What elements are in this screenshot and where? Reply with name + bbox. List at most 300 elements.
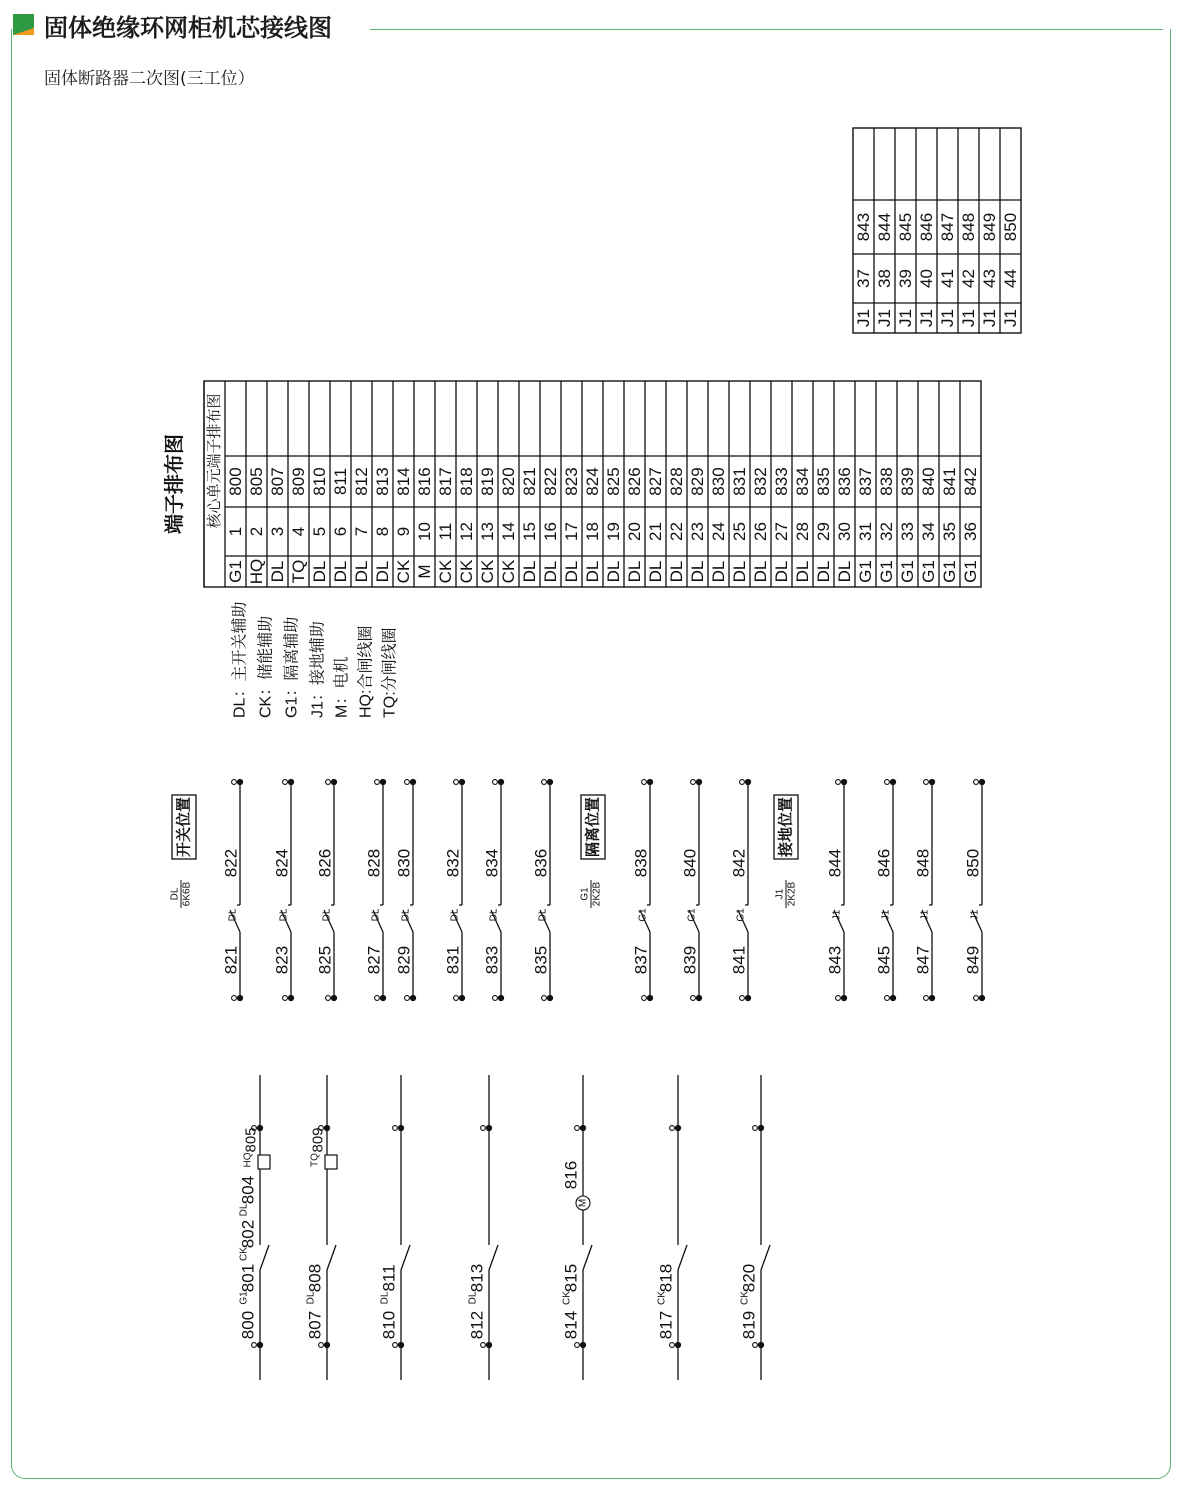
terminal-marker bbox=[575, 1126, 580, 1131]
contact-label-top: 832 bbox=[443, 848, 463, 878]
cell-group: DL bbox=[646, 560, 665, 583]
terminal-marker bbox=[405, 780, 410, 785]
control-circuit bbox=[239, 1075, 271, 1380]
contact-label-top: 848 bbox=[913, 848, 933, 878]
cell-index: 14 bbox=[499, 522, 518, 541]
terminal-point bbox=[885, 779, 896, 784]
cell-number: 846 bbox=[917, 212, 936, 242]
coil-tag: TQ bbox=[309, 1153, 321, 1167]
terminal-marker bbox=[493, 996, 498, 1001]
cell-number: 832 bbox=[751, 467, 770, 496]
cell-number: 836 bbox=[835, 467, 854, 496]
contact-tag: DL bbox=[227, 908, 239, 922]
terminal-marker bbox=[753, 1343, 758, 1348]
cell-index: 30 bbox=[835, 522, 854, 541]
coil-number: 809 bbox=[309, 1127, 327, 1153]
cell-number: 830 bbox=[709, 467, 728, 496]
contact-label-bottom: 831 bbox=[443, 945, 463, 975]
cell-number: 827 bbox=[646, 467, 665, 496]
cell-number: 814 bbox=[394, 467, 413, 496]
aux-contact bbox=[875, 779, 896, 1000]
terminal-point bbox=[283, 779, 294, 784]
contact-label-bottom: 845 bbox=[874, 945, 894, 975]
terminal-marker bbox=[691, 780, 696, 785]
terminal-point bbox=[375, 995, 386, 1000]
switch-blade bbox=[489, 1245, 498, 1270]
cell-index: 1 bbox=[226, 526, 245, 537]
coil-symbol bbox=[258, 1155, 270, 1169]
cell-index: 11 bbox=[436, 522, 455, 541]
cell-number: 843 bbox=[854, 212, 873, 242]
cell-group: DL bbox=[625, 560, 644, 583]
aux-contact bbox=[826, 779, 847, 1000]
cell-group: DL bbox=[331, 560, 350, 583]
contact-label-bottom: 825 bbox=[315, 945, 335, 975]
terminal-marker bbox=[753, 1126, 758, 1131]
fraction-bottom: 2K2B bbox=[591, 881, 603, 907]
terminal-point bbox=[326, 779, 337, 784]
terminal-marker bbox=[326, 780, 331, 785]
contact-label-top: 842 bbox=[729, 848, 749, 878]
cell-number: 813 bbox=[373, 467, 392, 496]
cell-index: 31 bbox=[856, 522, 875, 541]
circuit-part-tag: DL bbox=[238, 1203, 250, 1217]
cell-group: G1 bbox=[940, 560, 959, 583]
circuit-part-tag: CK bbox=[238, 1247, 250, 1261]
cell-number: 828 bbox=[667, 467, 686, 496]
circuit-part-tag: CK bbox=[739, 1291, 751, 1305]
circuit-part-tag: G1 bbox=[238, 1291, 250, 1305]
aux-contact bbox=[532, 779, 553, 1000]
aux-contact bbox=[632, 779, 653, 1000]
terminal-point bbox=[405, 995, 416, 1000]
terminal-point bbox=[924, 779, 935, 784]
circuit-part-number: 818 bbox=[656, 1263, 676, 1293]
terminal-point bbox=[393, 1125, 404, 1130]
terminal-point bbox=[740, 995, 751, 1000]
aux-contact bbox=[681, 779, 702, 1000]
switch-blade bbox=[260, 1245, 269, 1270]
terminal-point bbox=[740, 779, 751, 784]
cell-group: DL bbox=[583, 560, 602, 583]
cell-group: DL bbox=[520, 560, 539, 583]
terminal-marker bbox=[836, 780, 841, 785]
cell-group: J1 bbox=[1001, 309, 1020, 327]
terminal-marker bbox=[405, 996, 410, 1001]
fraction-bottom: 2K2B bbox=[786, 881, 798, 907]
cell-group: DL bbox=[814, 560, 833, 583]
cell-group: HQ bbox=[247, 558, 266, 585]
contact-label-top: 834 bbox=[482, 848, 502, 878]
terminal-marker bbox=[393, 1343, 398, 1348]
cell-group: G1 bbox=[856, 560, 875, 583]
aux-contact bbox=[222, 779, 243, 1000]
circuit-part-tag: DL bbox=[467, 1291, 479, 1305]
cell-index: 15 bbox=[520, 522, 539, 541]
terminal-dot bbox=[398, 1125, 403, 1130]
terminal-dot bbox=[580, 1342, 585, 1347]
cell-index: 8 bbox=[373, 526, 392, 537]
cell-group: DL bbox=[772, 560, 791, 583]
circuit-start-label: 814 bbox=[561, 1310, 581, 1340]
cell-index: 28 bbox=[793, 522, 812, 541]
cell-number: 850 bbox=[1001, 212, 1020, 242]
contact-label-bottom: 835 bbox=[531, 945, 551, 975]
switch-blade bbox=[401, 1245, 410, 1270]
cell-group: G1 bbox=[919, 560, 938, 583]
contact-label-top: 836 bbox=[531, 848, 551, 878]
terminal-marker bbox=[454, 780, 459, 785]
circuit-start-label: 810 bbox=[379, 1310, 399, 1340]
cell-index: 35 bbox=[940, 522, 959, 541]
terminal-marker bbox=[393, 1126, 398, 1131]
aux-contact-section bbox=[170, 779, 985, 1000]
cell-group: DL bbox=[730, 560, 749, 583]
cell-index: 42 bbox=[959, 269, 978, 288]
cell-number: 821 bbox=[520, 467, 539, 496]
cell-number: 812 bbox=[352, 467, 371, 496]
terminal-dot bbox=[580, 1125, 585, 1130]
circuit-part-number: 820 bbox=[739, 1263, 759, 1293]
terminal-marker bbox=[642, 996, 647, 1001]
cell-number: 825 bbox=[604, 467, 623, 496]
terminal-marker bbox=[836, 996, 841, 1001]
terminal-point bbox=[753, 1342, 764, 1347]
cell-index: 27 bbox=[772, 522, 791, 541]
contact-tag: G1 bbox=[686, 908, 698, 922]
terminal-point bbox=[575, 1125, 586, 1130]
cell-number: 840 bbox=[919, 467, 938, 496]
position-group bbox=[774, 795, 798, 908]
cell-index: 40 bbox=[917, 269, 936, 288]
contact-tag: DL bbox=[370, 908, 382, 922]
terminal-table bbox=[162, 381, 981, 587]
terminal-marker bbox=[542, 780, 547, 785]
terminal-point bbox=[375, 779, 386, 784]
terminal-marker bbox=[375, 780, 380, 785]
cell-index: 18 bbox=[583, 522, 602, 541]
terminal-marker bbox=[542, 996, 547, 1001]
fraction-top: J1 bbox=[774, 888, 786, 900]
circuit-part-number: 804 bbox=[238, 1175, 258, 1205]
cell-number: 829 bbox=[688, 467, 707, 496]
circuit-part-number: 802 bbox=[238, 1219, 258, 1249]
page-subtitle: 固体断路器二次图(三工位） bbox=[44, 69, 255, 89]
cell-index: 37 bbox=[854, 269, 873, 288]
control-circuit bbox=[468, 1075, 499, 1380]
cell-group: DL bbox=[310, 560, 329, 583]
cell-index: 2 bbox=[247, 526, 266, 537]
cell-number: 823 bbox=[562, 467, 581, 496]
contact-label-bottom: 821 bbox=[221, 945, 241, 975]
contact-label-bottom: 837 bbox=[631, 945, 651, 975]
contact-label-bottom: 847 bbox=[913, 945, 933, 975]
cell-group: G1 bbox=[877, 560, 896, 583]
cell-group: DL bbox=[373, 560, 392, 583]
cell-index: 39 bbox=[896, 269, 915, 288]
cell-group: TQ bbox=[289, 559, 308, 584]
aux-contact bbox=[316, 779, 337, 1000]
cell-group: J1 bbox=[875, 309, 894, 327]
terminal-point bbox=[575, 1342, 586, 1347]
terminal-point bbox=[393, 1342, 404, 1347]
terminal-marker bbox=[924, 780, 929, 785]
terminal-dot bbox=[675, 1342, 680, 1347]
motor-label: M bbox=[577, 1198, 589, 1208]
aux-contact bbox=[444, 779, 465, 1000]
terminal-marker bbox=[924, 996, 929, 1001]
terminal-marker bbox=[974, 996, 979, 1001]
aux-contact bbox=[914, 779, 935, 1000]
fraction-bottom: 6K6B bbox=[181, 881, 193, 907]
cell-number: 826 bbox=[625, 467, 644, 496]
terminal-marker bbox=[252, 1343, 257, 1348]
cell-number: 822 bbox=[541, 467, 560, 496]
cell-index: 33 bbox=[898, 522, 917, 541]
terminal-point bbox=[454, 779, 465, 784]
legend-item: M：电机 bbox=[333, 656, 351, 718]
cell-index: 22 bbox=[667, 522, 686, 541]
terminal-point bbox=[542, 995, 553, 1000]
cell-number: 847 bbox=[938, 212, 957, 242]
cell-index: 10 bbox=[415, 522, 434, 541]
terminal-marker bbox=[691, 996, 696, 1001]
cell-number: 817 bbox=[436, 467, 455, 496]
contact-tag: J1 bbox=[969, 909, 981, 921]
contact-label-top: 824 bbox=[272, 848, 292, 878]
terminal-marker bbox=[481, 1126, 486, 1131]
circuit-part-number: 816 bbox=[561, 1160, 581, 1190]
cell-number: 805 bbox=[247, 467, 266, 496]
position-box-label: 开关位置 bbox=[175, 796, 193, 858]
terminal-dot bbox=[486, 1342, 491, 1347]
cell-group: J1 bbox=[959, 309, 978, 327]
contact-label-bottom: 829 bbox=[394, 945, 414, 975]
cell-group: DL bbox=[793, 560, 812, 583]
cell-number: 800 bbox=[226, 467, 245, 496]
cell-group: DL bbox=[604, 560, 623, 583]
legend-item: J1：接地辅助 bbox=[309, 621, 327, 718]
terminal-point bbox=[670, 1342, 681, 1347]
contact-tag: DL bbox=[537, 908, 549, 922]
terminal-marker bbox=[493, 780, 498, 785]
coil-tag: HQ bbox=[242, 1152, 254, 1168]
terminal-point bbox=[232, 995, 243, 1000]
cell-index: 4 bbox=[289, 526, 308, 537]
terminal-marker bbox=[885, 996, 890, 1001]
cell-group: J1 bbox=[917, 309, 936, 327]
terminal-point bbox=[493, 995, 504, 1000]
terminal-marker bbox=[670, 1126, 675, 1131]
cell-index: 24 bbox=[709, 522, 728, 541]
cell-number: 818 bbox=[457, 467, 476, 496]
terminal-marker bbox=[740, 996, 745, 1001]
terminal-point bbox=[885, 995, 896, 1000]
contact-tag: DL bbox=[449, 908, 461, 922]
terminal-point bbox=[252, 1342, 263, 1347]
cell-index: 13 bbox=[478, 522, 497, 541]
terminal-marker bbox=[454, 996, 459, 1001]
page-title: 固体绝缘环网柜机芯接线图 bbox=[44, 14, 332, 42]
circuit-part-number: 808 bbox=[305, 1263, 325, 1293]
terminal-dot bbox=[486, 1125, 491, 1130]
aux-contact bbox=[273, 779, 294, 1000]
switch-blade bbox=[678, 1245, 687, 1270]
cell-index: 12 bbox=[457, 522, 476, 541]
cell-group: CK bbox=[436, 559, 455, 584]
aux-contact bbox=[483, 779, 504, 1000]
legend-item: TQ:分闸线圈 bbox=[381, 627, 399, 718]
contact-label-bottom: 841 bbox=[729, 945, 749, 975]
terminal-point bbox=[974, 995, 985, 1000]
legend-item: CK：储能辅助 bbox=[257, 615, 275, 718]
small-terminal-table bbox=[853, 128, 1021, 333]
circuit-start-label: 807 bbox=[305, 1310, 325, 1340]
contact-label-top: 828 bbox=[364, 848, 384, 878]
contact-label-bottom: 827 bbox=[364, 945, 384, 975]
terminal-table-heading: 端子排布图 bbox=[164, 434, 186, 534]
contact-label-top: 838 bbox=[631, 848, 651, 878]
terminal-marker bbox=[974, 780, 979, 785]
legend-item: HQ:合闸线圈 bbox=[357, 625, 375, 718]
cell-group: CK bbox=[394, 559, 413, 584]
cell-index: 19 bbox=[604, 522, 623, 541]
terminal-marker bbox=[283, 780, 288, 785]
cell-number: 809 bbox=[289, 467, 308, 496]
cell-number: 824 bbox=[583, 467, 602, 496]
terminal-marker bbox=[283, 996, 288, 1001]
contact-label-top: 846 bbox=[874, 848, 894, 878]
fraction-top: G1 bbox=[579, 887, 591, 901]
cell-number: 842 bbox=[961, 467, 980, 496]
cell-group: CK bbox=[499, 559, 518, 584]
fraction-top: DL bbox=[169, 887, 181, 901]
contact-label-bottom: 843 bbox=[825, 945, 845, 975]
circuit-part-number: 811 bbox=[379, 1264, 399, 1292]
control-circuit bbox=[562, 1075, 593, 1380]
control-circuit bbox=[657, 1075, 688, 1380]
position-group bbox=[580, 795, 606, 908]
terminal-marker bbox=[642, 780, 647, 785]
cell-number: 807 bbox=[268, 467, 287, 496]
circuit-part-number: 813 bbox=[467, 1263, 487, 1293]
cell-number: 839 bbox=[898, 467, 917, 496]
terminal-marker bbox=[575, 1343, 580, 1348]
terminal-marker bbox=[740, 780, 745, 785]
contact-tag: J1 bbox=[919, 909, 931, 921]
contact-tag: DL bbox=[400, 908, 412, 922]
control-circuit bbox=[380, 1075, 411, 1380]
cell-index: 26 bbox=[751, 522, 770, 541]
contact-label-top: 822 bbox=[221, 848, 241, 878]
cell-number: 810 bbox=[310, 467, 329, 496]
terminal-dot bbox=[758, 1125, 763, 1130]
terminal-marker bbox=[885, 780, 890, 785]
terminal-point bbox=[232, 779, 243, 784]
contact-tag: J1 bbox=[831, 909, 843, 921]
cell-group: DL bbox=[562, 560, 581, 583]
cell-index: 21 bbox=[646, 522, 665, 541]
cell-index: 6 bbox=[331, 526, 350, 537]
cell-number: 819 bbox=[478, 467, 497, 496]
cell-group: CK bbox=[457, 559, 476, 584]
cell-index: 20 bbox=[625, 522, 644, 541]
control-circuit bbox=[740, 1075, 771, 1380]
switch-blade bbox=[761, 1245, 770, 1270]
terminal-point bbox=[481, 1125, 492, 1130]
cell-group: CK bbox=[478, 559, 497, 584]
cell-number: 835 bbox=[814, 467, 833, 496]
cell-index: 16 bbox=[541, 522, 560, 541]
cell-index: 17 bbox=[562, 522, 581, 541]
cell-group: G1 bbox=[226, 560, 245, 583]
terminal-point bbox=[691, 995, 702, 1000]
cell-number: 838 bbox=[877, 467, 896, 496]
cell-group: DL bbox=[268, 560, 287, 583]
contact-label-top: 844 bbox=[825, 848, 845, 878]
switch-blade bbox=[583, 1245, 592, 1270]
terminal-point bbox=[454, 995, 465, 1000]
cell-index: 38 bbox=[875, 269, 894, 288]
cell-group: DL bbox=[751, 560, 770, 583]
cell-group: J1 bbox=[854, 309, 873, 327]
aux-contact bbox=[365, 779, 386, 1000]
contact-label-top: 830 bbox=[394, 848, 414, 878]
cell-group: J1 bbox=[896, 309, 915, 327]
terminal-point bbox=[836, 995, 847, 1000]
cell-group: DL bbox=[541, 560, 560, 583]
aux-contact bbox=[730, 779, 751, 1000]
terminal-point bbox=[319, 1342, 330, 1347]
cell-index: 32 bbox=[877, 522, 896, 541]
aux-contact bbox=[395, 779, 416, 1000]
cell-number: 841 bbox=[940, 467, 959, 496]
cell-index: 7 bbox=[352, 526, 371, 537]
circuit-part-tag: DL bbox=[305, 1291, 317, 1305]
cell-number: 834 bbox=[793, 467, 812, 496]
circuit-start-label: 800 bbox=[238, 1310, 258, 1340]
contact-label-top: 850 bbox=[963, 848, 983, 878]
terminal-marker bbox=[232, 780, 237, 785]
circuit-part-number: 815 bbox=[561, 1263, 581, 1293]
circuit-part-tag: CK bbox=[561, 1291, 573, 1305]
contact-tag: DL bbox=[278, 908, 290, 922]
terminal-marker bbox=[670, 1343, 675, 1348]
contact-label-bottom: 823 bbox=[272, 945, 292, 975]
terminal-point bbox=[836, 779, 847, 784]
cell-number: 849 bbox=[980, 212, 999, 242]
cell-group: DL bbox=[352, 560, 371, 583]
control-circuit bbox=[306, 1075, 338, 1380]
contact-tag: J1 bbox=[880, 909, 892, 921]
legend bbox=[231, 602, 399, 718]
terminal-point bbox=[481, 1342, 492, 1347]
aux-contact bbox=[964, 779, 985, 1000]
terminal-point bbox=[283, 995, 294, 1000]
terminal-point bbox=[753, 1125, 764, 1130]
legend-item: G1：隔离辅助 bbox=[283, 616, 301, 718]
terminal-point bbox=[542, 779, 553, 784]
contact-label-bottom: 839 bbox=[680, 945, 700, 975]
cell-index: 3 bbox=[268, 526, 287, 537]
terminal-marker bbox=[326, 996, 331, 1001]
coil-symbol bbox=[325, 1155, 337, 1169]
contact-label-bottom: 849 bbox=[963, 945, 983, 975]
terminal-point bbox=[642, 995, 653, 1000]
cell-group: DL bbox=[835, 560, 854, 583]
position-box-label: 接地位置 bbox=[777, 796, 795, 858]
cell-index: 5 bbox=[310, 526, 329, 537]
